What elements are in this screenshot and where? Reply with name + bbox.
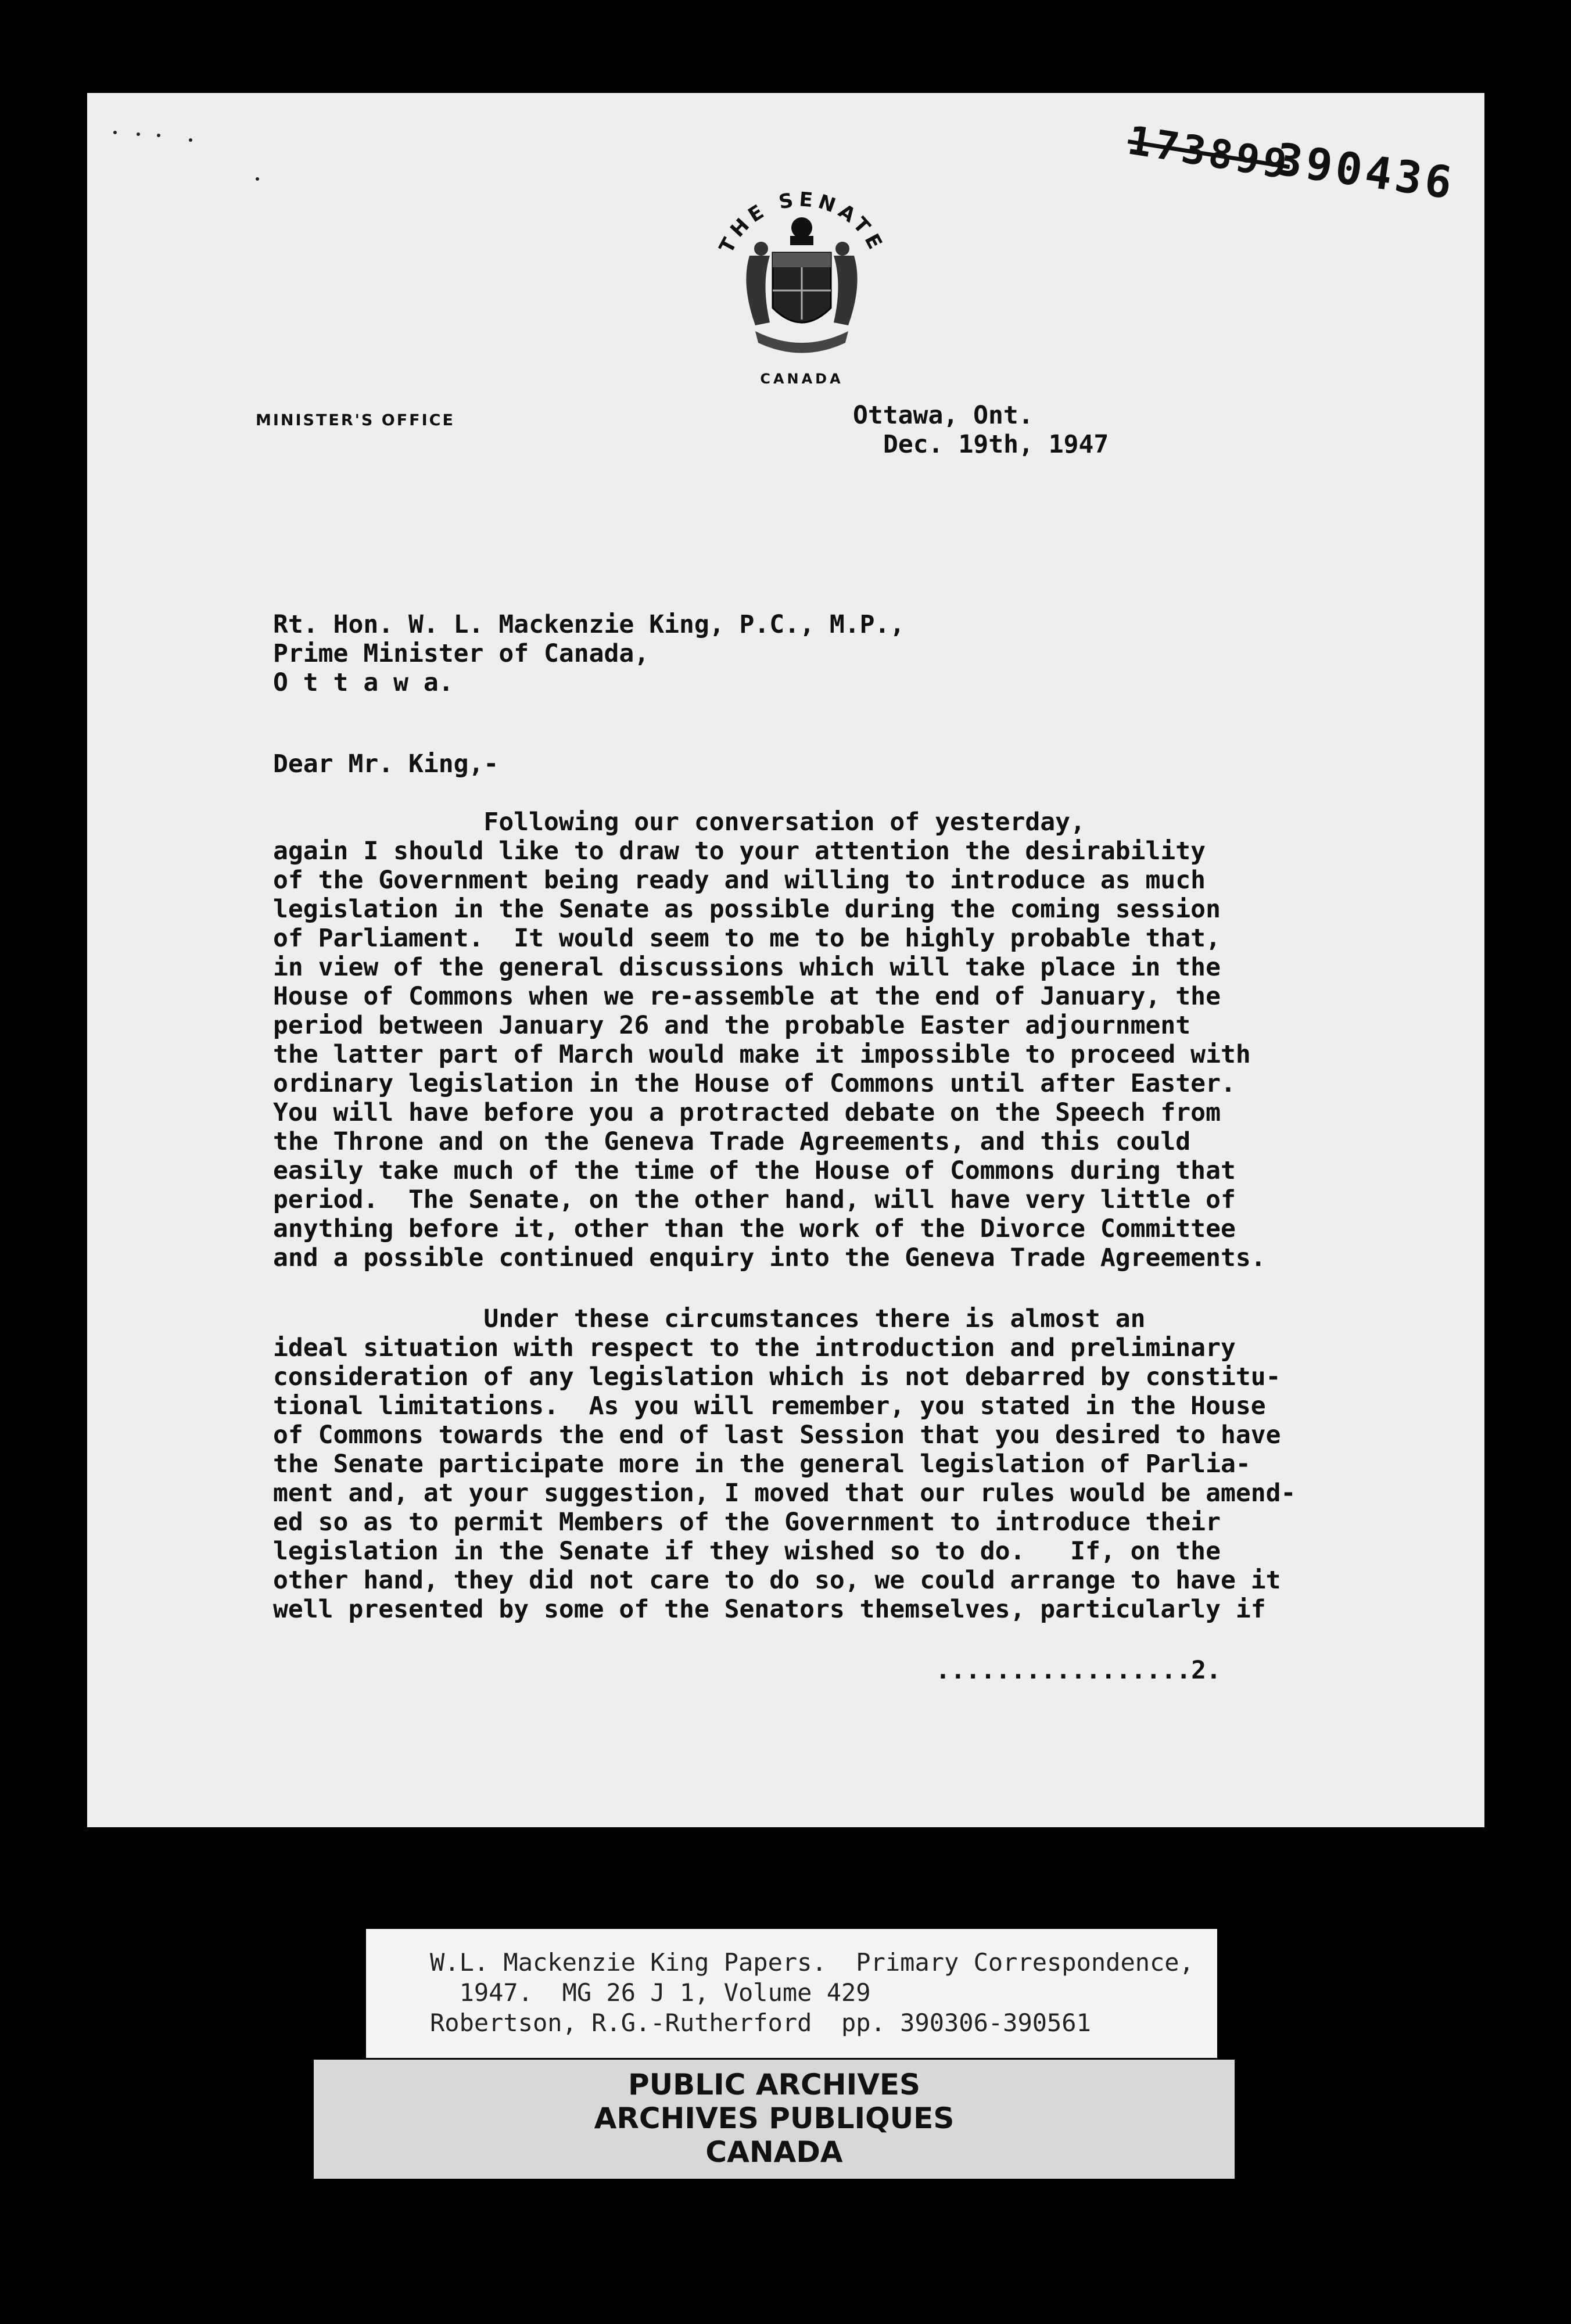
body-paragraph-2: Under these circumstances there is almost an ideal situation with respect to the introduction and preliminary consideration of any legislation which is not debarred by constitu- tional limitations. As you will remember, you stated in the House of Commons towards the end of last Session that you desired to have the Senate participate more in the general legislation of Parlia- ment and, at your suggestion, I moved that our rules would be amend- ed so as to permit Members of the Government to introduce their legislation in the Senate if they wished so to do. If, on the other hand, they did not care to do so, we could arrange to have it well presented by some of the Senators themselves, particularly if [273, 1304, 1296, 1624]
speck [157, 134, 160, 137]
page-continuation: .................2. [935, 1656, 1221, 1685]
archive-number-stamp: 390436 [1272, 132, 1459, 210]
speck [256, 177, 259, 181]
coat-of-arms-icon [746, 217, 857, 353]
archive-institution-label [314, 2060, 1235, 2179]
speck [113, 131, 117, 134]
archive-name-fr: ARCHIVES PUBLIQUES [594, 2101, 955, 2135]
letter-date: Dec. 19th, 1947 [883, 430, 1109, 459]
letter-city: Ottawa, Ont. [853, 401, 1034, 430]
crest-bottom-text: CANADA [760, 371, 844, 387]
senate-crest [686, 180, 918, 401]
recipient-address: Rt. Hon. W. L. Mackenzie King, P.C., M.P., Prime Minister of Canada, O t t a w a. [273, 610, 905, 697]
salutation: Dear Mr. King,- [273, 749, 499, 779]
crest-top-text: THE SENATE [715, 188, 889, 257]
archive-citation: W.L. Mackenzie King Papers. Primary Correspondence, 1947. MG 26 J 1, Volume 429 Robertson, R.G.-Rutherford pp. 390306-390561 [430, 1948, 1194, 2037]
old-archive-number: 173899 [1124, 117, 1294, 189]
letter-page [87, 93, 1484, 1827]
ministers-office-label: MINISTER'S OFFICE [256, 411, 455, 429]
body-paragraph-1: Following our conversation of yesterday, again I should like to draw to your attention the desirability of the Government being ready and willing to introduce as much legislation in the Senate as possible during the coming session of Parliament. It would seem to me to be highly probable that, in view of the general discussions which will take place in the House of Commons when we re-assemble at the end of January, the period between January 26 and the probable Easter adjournment the latter part of March would make it impossible to proceed with ordinary legislation in the House of Commons until after Easter. You will have before you a protracted debate on the Speech from the Throne and on the Geneva Trade Agreements, and this could easily take much of the time of the House of Commons during that period. The Senate, on the other hand, will have very little of anything before it, other than the work of the Divorce Committee and a possible continued enquiry into the Geneva Trade Agreements. [273, 808, 1266, 1272]
archive-citation-label [366, 1929, 1217, 2058]
archive-country: CANADA [705, 2135, 843, 2169]
speck [137, 132, 140, 136]
speck [189, 138, 192, 142]
archive-name-en: PUBLIC ARCHIVES [627, 2068, 921, 2101]
